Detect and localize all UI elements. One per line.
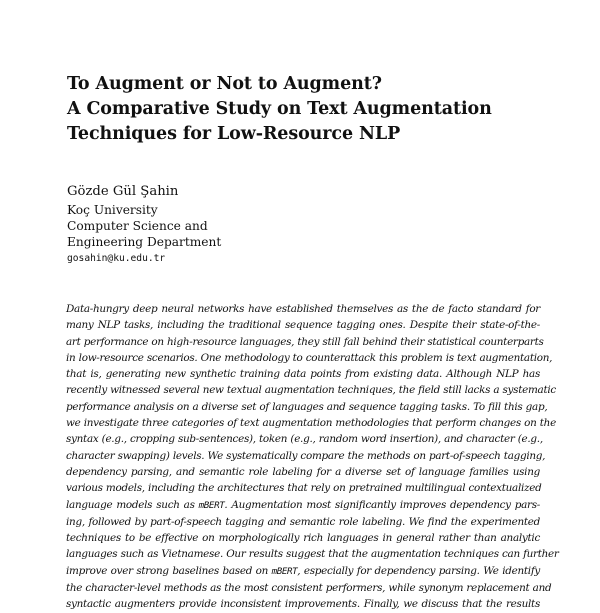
abstract-line: performance analysis on a diverse set of languages and sequence tagging tasks. To fill this gap,: [66, 400, 548, 413]
abstract-text: , especially for dependency parsing. We identify: [297, 564, 541, 577]
abstract-line: many NLP tasks, including the traditional sequence tagging ones. Despite their state-of-the-: [66, 319, 540, 332]
paper-title: [67, 72, 527, 147]
abstract-line: we investigate three categories of text augmentation methodologies that perform changes on the: [66, 417, 556, 430]
abstract-line: character swapping) levels. We systematically compare the methods on part-of-speech tagging,: [66, 449, 546, 462]
abstract-line: recently witnessed several new textual augmentation techniques, the field still lacks a systematic: [66, 384, 556, 397]
abstract-line: [66, 497, 540, 514]
author-email: gosahin@ku.edu.tr: [67, 253, 166, 264]
model-name: mBERT: [271, 565, 298, 577]
affiliation-line: Computer Science and: [67, 219, 208, 233]
abstract-line: Data-hungry deep neural networks have established themselves as the de facto standard for: [66, 303, 540, 315]
abstract-line: dependency parsing, and semantic role labeling for a diverse set of language families using: [66, 465, 540, 478]
title-line: Techniques for Low-Resource NLP: [67, 124, 401, 144]
abstract-text: improve over strong baselines based on: [66, 564, 272, 577]
abstract-line: languages such as Vietnamese. Our results suggest that the augmentation techniques can further: [66, 548, 559, 561]
abstract-line: various models, including the architectures that rely on pretrained multilingual contextualized: [66, 482, 542, 495]
abstract-text: language models such as: [66, 498, 199, 511]
abstract-line: techniques to be effective on morphologically rich languages in general rather than analytic: [66, 532, 540, 545]
author-name: Gözde Gül Şahin: [67, 184, 179, 199]
affiliation-line: Engineering Department: [67, 235, 222, 249]
abstract-line: that is, generating new synthetic training data points from existing data. Although NLP has: [66, 368, 540, 381]
abstract-line: [66, 563, 540, 580]
abstract-line: syntax (e.g., cropping sub-sentences), token (e.g., random word insertion), and character (e.g.,: [66, 433, 543, 446]
title-line: To Augment or Not to Augment?: [67, 74, 382, 94]
abstract-line: the character-level methods as the most consistent performers, while synonym replacement and: [66, 582, 552, 595]
title-line: A Comparative Study on Text Augmentation: [67, 99, 492, 119]
abstract-line: art performance on high-resource languages, they still fall behind their statistical counterparts: [66, 335, 544, 348]
abstract-line: in low-resource scenarios. One methodology to counterattack this problem is text augmentation,: [66, 351, 553, 364]
affiliation-line: Koç University: [67, 203, 158, 217]
abstract-text: . Augmentation most significantly improves dependency pars-: [224, 498, 541, 511]
model-name: mBERT: [198, 499, 225, 511]
abstract-line: syntactic augmenters provide inconsistent improvements. Finally, we discuss that the results: [66, 598, 540, 611]
abstract-line: ing, followed by part-of-speech tagging and semantic role labeling. We find the experimented: [66, 515, 540, 528]
author-block: [67, 181, 367, 267]
abstract: [66, 301, 559, 611]
